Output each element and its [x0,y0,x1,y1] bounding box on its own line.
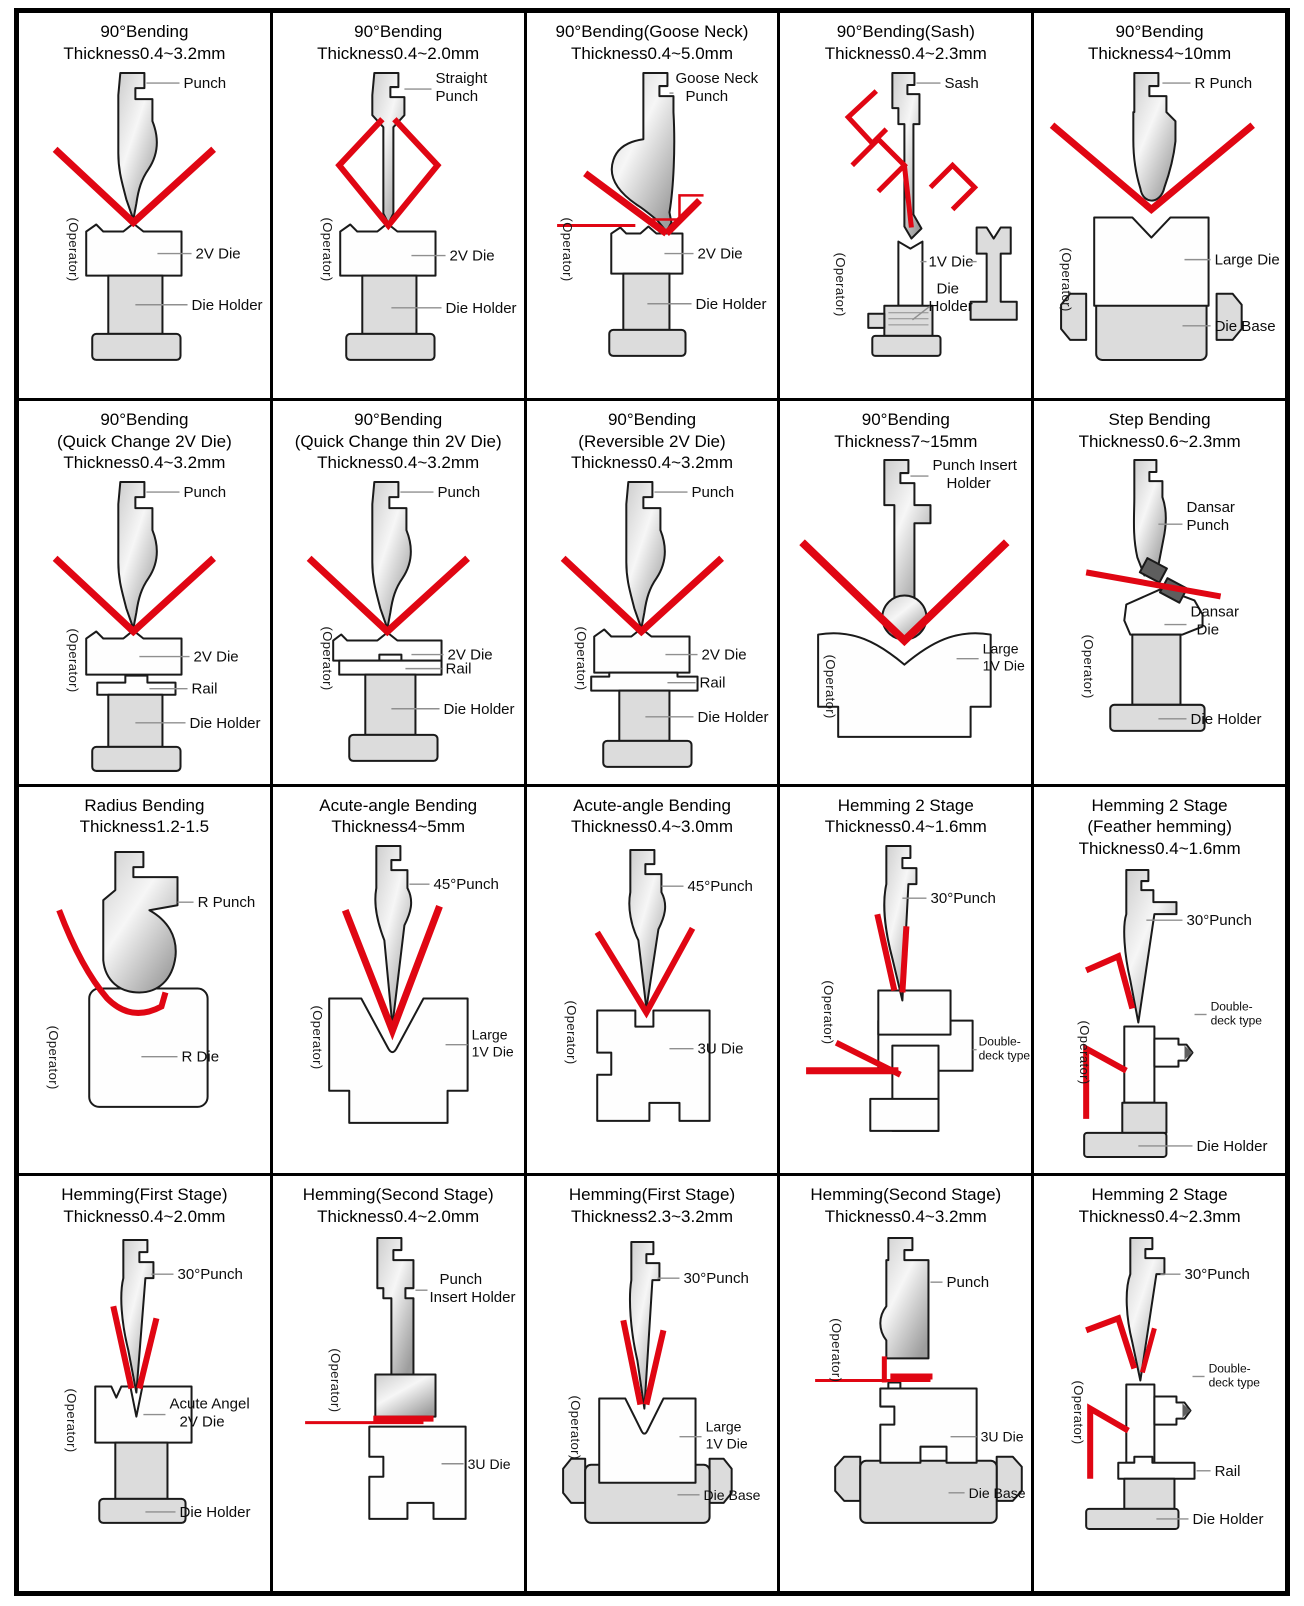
cell-title [780,1176,1031,1230]
part-label: 2V Die [701,646,747,664]
diagram-cell [273,787,524,1174]
rail-shape [339,661,441,675]
part-label: 2V Die [179,1413,225,1431]
operator-label: (Operator) [64,1388,80,1453]
punch-shape [118,73,156,219]
operator-label: (Operator) [66,628,82,693]
cell-title-line: Thickness0.4~2.0mm [317,1207,480,1227]
part-label: 3U Die [981,1428,1024,1445]
cell-title-line: Thickness7~15mm [834,431,978,451]
operator-label: (Operator) [821,980,837,1045]
operator-label: (Operator) [829,1318,845,1383]
rail-shape [97,676,175,695]
part-label: R Punch [197,894,256,912]
sheet-line [1086,1318,1134,1368]
sheet-line [849,91,887,143]
operator-label: (Operator) [559,216,575,282]
die-shape [599,1398,695,1482]
part-label: Punch [685,87,728,105]
operator-label: (Operator) [309,1005,325,1070]
operator-label: (Operator) [573,626,589,691]
part-label: Die Holder [1196,1137,1268,1155]
die-shape [1094,217,1208,305]
die-holder-shape [1124,1479,1174,1509]
part-label: Punch [183,484,227,502]
cell-title-line: Thickness0.4~2.0mm [317,43,480,63]
die-holder-shape [1122,1103,1166,1133]
die-shape [819,633,992,737]
cell-title [273,787,524,841]
cell-title [527,13,778,67]
punch-shape [372,73,404,223]
part-label: Die Holder [443,700,515,718]
diagram-cell [19,13,270,398]
cell-title-line: Radius Bending [84,795,205,815]
diagram-grid [14,8,1290,1596]
cell-title-line: 90°Bending [354,22,443,41]
cell-title [1034,1176,1285,1230]
second-die-shape [971,227,1017,319]
die-shape [597,1011,709,1121]
part-label: 2V Die [449,247,495,265]
cell-title-line: 90°Bending [861,409,950,429]
part-label: Die Holder [189,714,261,732]
cell-title-line: Thickness4~5mm [331,817,466,837]
cell-title-line: Thickness0.4~3.2mm [570,453,734,473]
operator-label: (Operator) [327,1348,343,1413]
part-label: Die Holder [1190,711,1262,729]
diagram-cell [780,401,1031,784]
bending-diagram [1034,862,1285,1174]
part-label: Punch [437,484,480,502]
part-label: Double- [1208,1361,1251,1376]
punch-shape [611,73,674,232]
cell-title-line: Thickness2.3~3.2mm [570,1207,734,1227]
cell-title-line: Acute-angle Bending [319,795,478,815]
part-label: 2V Die [447,646,493,664]
part-label: Rail [191,680,218,698]
part-label: Rail [445,660,472,678]
part-label: 1V Die [928,253,974,271]
operator-label: (Operator) [1071,1380,1087,1445]
operator-label: (Operator) [1077,1020,1093,1085]
cell-title-line: Hemming(First Stage) [568,1185,736,1205]
cell-title-line: Thickness0.4~3.2mm [63,453,226,473]
bending-diagram [527,476,778,784]
part-label: Holder [946,475,992,493]
diagram-cell [273,401,524,784]
bending-diagram [19,476,270,784]
die-holder-shape [623,273,669,329]
cell-title-line: Hemming 2 Stage [1091,795,1228,815]
bending-diagram [1034,67,1285,398]
part-label: 30°Punch [1184,1265,1251,1283]
part-label: 2V Die [697,245,743,263]
bending-diagram [527,840,778,1173]
bending-diagram [19,67,270,398]
cell-title [19,787,270,841]
punch-shape [885,460,931,599]
cell-title [1034,787,1285,862]
punch-shape [1134,460,1166,575]
die-holder-shape [108,695,162,747]
part-label: 30°Punch [177,1265,243,1283]
bending-diagram [19,1230,270,1591]
part-label: Sash [944,74,980,92]
part-label: 30°Punch [930,890,997,908]
part-label: 45°Punch [433,876,499,894]
operator-label: (Operator) [319,626,335,691]
operator-label: (Operator) [563,1000,579,1065]
cell-title-line: Thickness0.4~3.2mm [824,1207,987,1227]
cell-title [1034,401,1285,455]
operator-label: (Operator) [319,216,335,282]
cell-title [273,13,524,67]
rail-shape [591,673,697,691]
part-label: Die [936,280,960,298]
part-label: Punch [946,1273,990,1291]
diagram-cell [527,401,778,784]
punch-ball-tip [883,596,927,640]
sheet-line [853,139,905,191]
operator-label: (Operator) [1059,247,1075,312]
cell-title-line: 90°Bending(Goose Neck) [555,22,749,41]
cell-title-line: Acute-angle Bending [573,795,731,815]
base-shape [92,747,180,771]
cell-title-line: Step Bending [1108,409,1211,429]
part-label: Punch [1186,517,1230,535]
part-label: 1V Die [983,657,1026,674]
base-shape [1084,1133,1166,1157]
bolt-shape [869,313,885,327]
cell-title-line: 90°Bending(Sash) [836,22,975,41]
diagram-cell [1034,13,1285,398]
part-label: Double- [979,1034,1022,1049]
cell-title [1034,13,1285,67]
part-label: Punch [439,1270,482,1288]
base-shape [609,329,685,355]
operator-label: (Operator) [567,1395,583,1460]
part-label: deck type [1210,1013,1263,1028]
bending-diagram [1034,1230,1285,1591]
cell-title [527,787,778,841]
part-label: 2V Die [193,648,239,666]
part-label: Punch [691,484,734,502]
cell-title-line: Thickness0.6~2.3mm [1078,431,1241,451]
die-shape [881,1388,977,1462]
cell-title-line: 90°Bending [354,409,443,429]
cell-title-line: (Quick Change thin 2V Die) [294,431,502,451]
cell-title-line: Thickness0.4~3.2mm [317,453,480,473]
cell-title-line: (Quick Change 2V Die) [56,431,232,451]
die-holder-shape [1133,635,1181,705]
part-label: Goose Neck [675,69,758,87]
bending-diagram [780,454,1031,783]
part-label: Large Die [1214,251,1280,269]
cell-title [19,13,270,67]
cell-title [273,1176,524,1230]
part-label: Die Base [968,1484,1026,1501]
cell-title [527,1176,778,1230]
punch-shape [626,482,664,628]
part-label: Die Holder [445,299,517,317]
die-deck1-shape [879,991,951,1035]
part-label: Dansar [1190,603,1240,621]
cell-title-line: Thickness4~10mm [1088,43,1232,63]
cell-title-line: Thickness0.4~2.3mm [1078,1207,1241,1227]
cell-title [273,401,524,476]
die-holder-shape [365,675,415,735]
part-label: Punch [183,74,227,92]
part-label: Double- [1210,999,1253,1014]
diagram-cell [527,787,778,1174]
die-holder-shape [619,691,669,741]
die-holder-shape [115,1442,167,1498]
part-label: 3U Die [467,1455,511,1472]
cell-title-line: Thickness0.4~1.6mm [1078,839,1241,859]
part-label: Acute Angel [169,1395,250,1413]
part-label: Rail [1214,1462,1241,1480]
punch-shape [1134,73,1176,201]
part-label: Die [1196,621,1220,639]
die-tab-shape [889,1382,901,1388]
bending-diagram [527,1230,778,1591]
punch-shape [118,482,156,628]
diagram-cell [527,13,778,398]
operator-label: (Operator) [823,654,839,720]
punch-shape [372,482,410,628]
part-label: Dansar [1186,499,1236,517]
cell-title-line: (Feather hemming) [1087,817,1232,837]
bending-diagram [527,67,778,398]
die-holder-shape [362,275,416,333]
part-label: Die Holder [697,708,769,726]
diagram-cell [273,1176,524,1591]
die-shape [86,631,181,675]
part-label: 3U Die [697,1040,744,1058]
cell-title-line: Hemming 2 Stage [837,795,974,815]
base-shape [346,333,434,359]
diagram-cell [19,787,270,1174]
part-label: 45°Punch [687,878,753,896]
cell-title-line: Thickness0.4~1.6mm [824,817,987,837]
base-shape [99,1499,185,1523]
base-shape [873,335,941,355]
part-label: Die Base [703,1486,761,1503]
diagram-cell [780,1176,1031,1591]
trunnion-shape [836,1457,861,1501]
operator-label: (Operator) [833,252,849,317]
die-shape [89,989,207,1107]
cell-title-line: Thickness0.4~3.0mm [570,817,734,837]
part-label: 1V Die [471,1043,514,1060]
cell-title-line: (Reversible 2V Die) [578,431,726,451]
sheet-line [931,165,975,209]
part-label: Die Holder [179,1503,251,1521]
die-shape [611,226,682,273]
bending-diagram [1034,454,1285,783]
part-label: 2V Die [195,245,241,263]
cell-title-line: Hemming(Second Stage) [302,1185,494,1205]
part-label: R Punch [1194,74,1253,92]
cell-title [780,13,1031,67]
part-label: Straight [435,69,488,87]
operator-label: (Operator) [1081,634,1097,699]
bending-diagram [273,1230,524,1591]
diagram-cell [273,13,524,398]
part-label: Punch Insert [932,457,1018,475]
punch-shape [377,1238,413,1374]
bending-diagram [273,476,524,784]
diagram-cell [780,787,1031,1174]
base-shape [1096,297,1206,359]
cell-title-line: Thickness0.4~3.2mm [63,43,226,63]
bending-diagram [273,840,524,1173]
part-label: Die Holder [1192,1510,1264,1528]
part-label: 30°Punch [1186,912,1253,930]
die-shape [369,1426,465,1518]
cell-title-line: Hemming(Second Stage) [810,1185,1002,1205]
die-shape [899,241,923,305]
part-label: Punch [435,87,478,105]
cell-title-line: 90°Bending [100,22,189,41]
cell-title-line: 90°Bending [607,409,697,429]
base-shape [92,333,180,359]
cell-title-line: Thickness0.4~2.3mm [824,43,987,63]
cell-title [19,401,270,476]
part-label: Large [983,640,1019,657]
cell-title-line: Thickness0.4~5.0mm [570,43,734,63]
cell-title-line: Hemming(First Stage) [61,1185,228,1205]
base-shape [349,735,437,761]
die-column-shape [1126,1384,1154,1462]
cell-title-line: 90°Bending [1115,22,1204,41]
diagram-cell [1034,401,1285,784]
bending-diagram [273,67,524,398]
part-label: Large [705,1418,742,1435]
part-label: R Die [181,1048,220,1066]
bending-diagram [780,1230,1031,1591]
part-label: Die Holder [191,296,263,314]
part-label: 30°Punch [683,1269,749,1287]
die-shape [340,223,435,275]
diagram-cell [19,401,270,784]
die-column-shape [1124,1026,1154,1102]
punch-shape [103,852,177,992]
diagram-cell [19,1176,270,1591]
die-foot-shape [871,1099,939,1131]
part-label: Die Holder [695,295,767,313]
cell-title-line: Thickness1.2-1.5 [79,817,210,837]
cell-title-line: Hemming 2 Stage [1091,1185,1228,1205]
part-label: Holder [928,297,974,315]
diagram-cell [1034,787,1285,1174]
die-shape [86,223,181,275]
diagram-cell [527,1176,778,1591]
operator-label: (Operator) [46,1025,62,1090]
cell-title-line: Thickness0.4~2.0mm [63,1207,226,1227]
cell-title-line: 90°Bending [100,409,189,429]
part-label: deck type [1208,1375,1261,1390]
punch-shape [881,1238,929,1358]
part-label: Insert Holder [429,1289,516,1307]
bending-diagram [780,67,1031,398]
part-label: Large [471,1026,508,1043]
sheet-line [903,926,907,992]
bending-diagram [780,840,1031,1173]
part-label: Die Base [1214,317,1276,335]
diagram-cell [780,13,1031,398]
base-shape [603,741,691,767]
punch-insert-shape [375,1374,435,1416]
cell-title [527,401,778,476]
trunnion-shape [563,1459,585,1503]
bending-diagram [19,840,270,1173]
cell-title [780,787,1031,841]
cell-title [19,1176,270,1230]
diagram-cell [1034,1176,1285,1591]
part-label: 1V Die [705,1435,748,1452]
operator-label: (Operator) [66,216,82,282]
part-label: deck type [979,1048,1031,1063]
sheet-line [1086,956,1132,1008]
part-label: Rail [699,674,726,692]
cell-title [780,401,1031,455]
